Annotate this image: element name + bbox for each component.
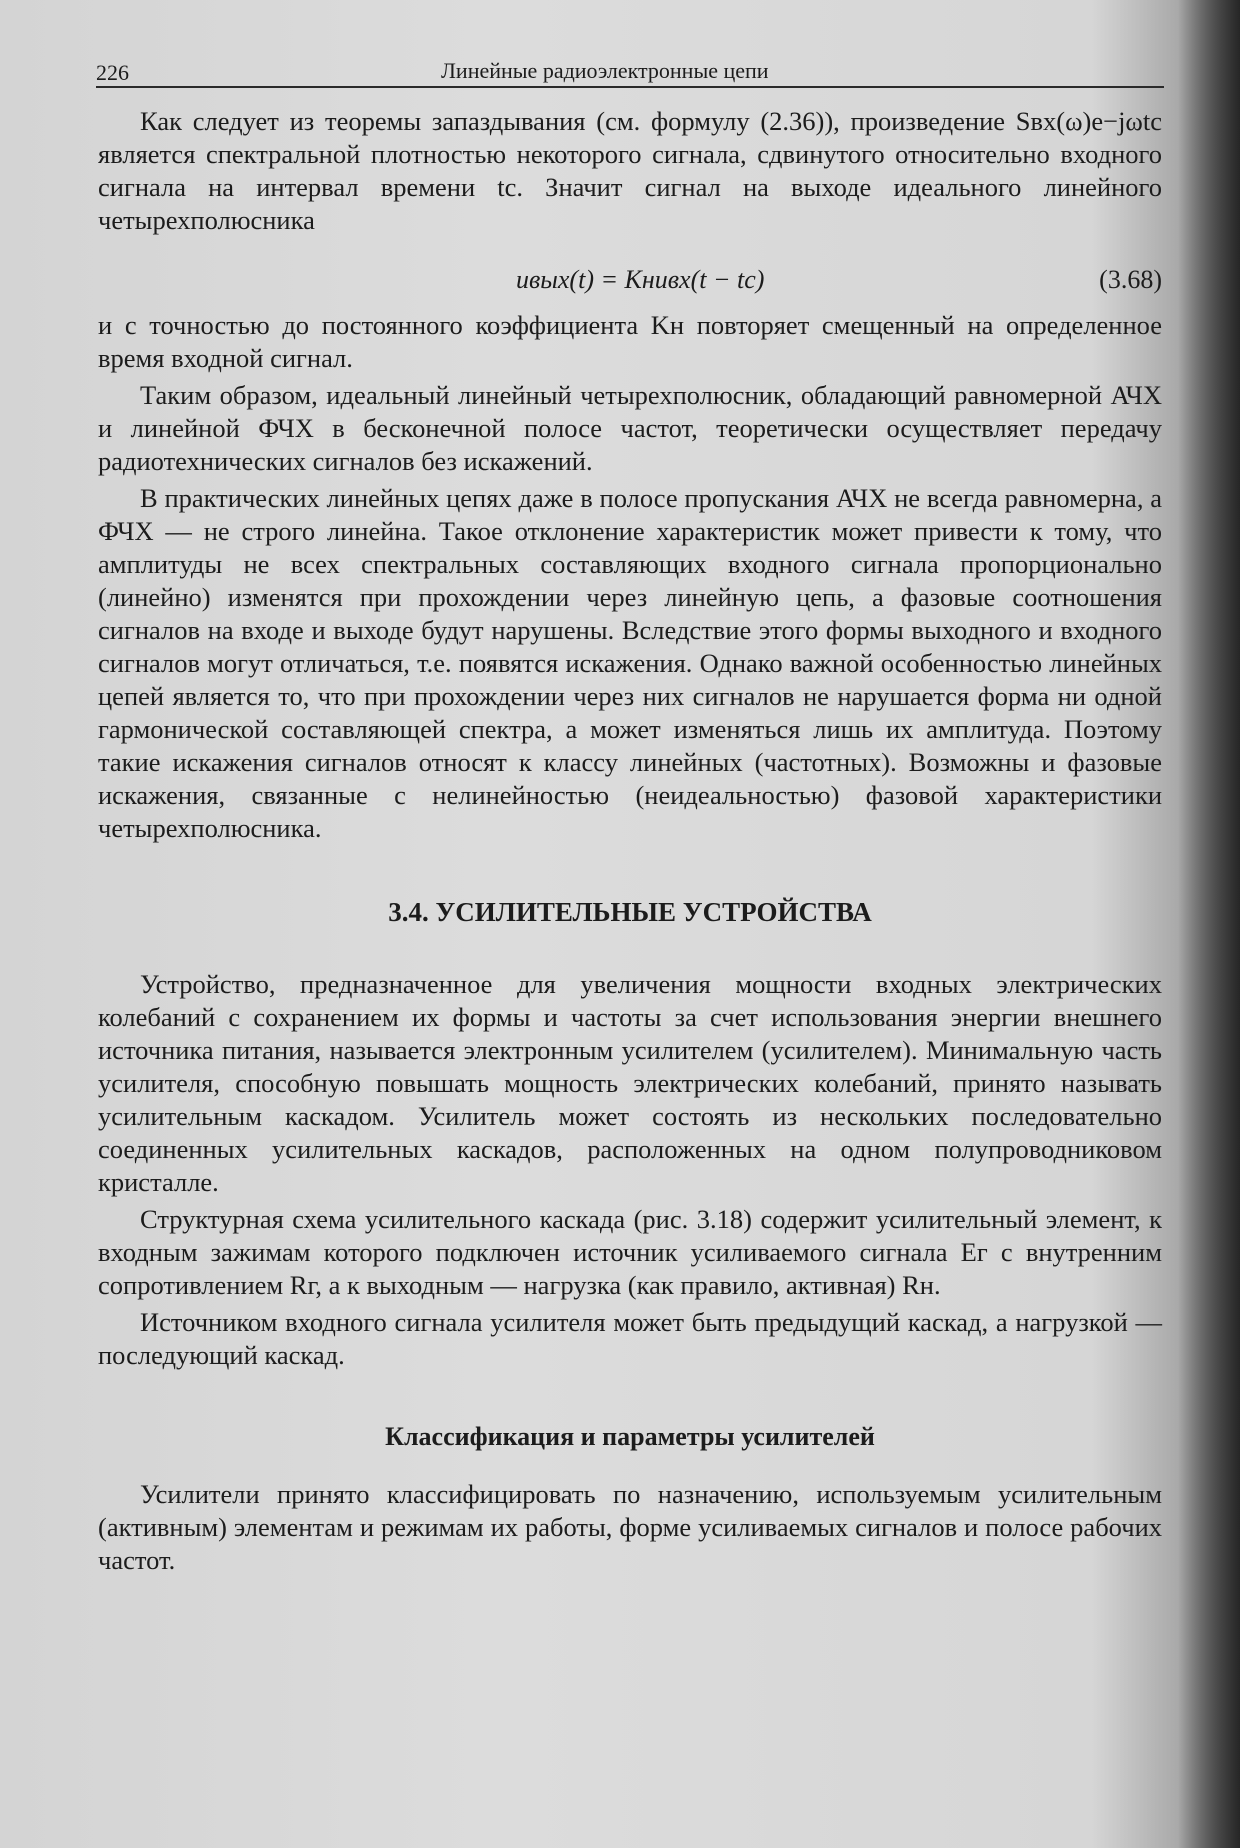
page-number: 226 bbox=[96, 60, 129, 85]
paragraph-signal-source: Источником входного сигнала усилителя может быть предыдущий каскад, а нагрузкой — последующий каскад. bbox=[98, 1307, 1162, 1370]
equation-3-68 bbox=[98, 247, 1162, 309]
page-content bbox=[98, 105, 1162, 1577]
equation-number: (3.68) bbox=[1099, 265, 1162, 294]
page-header bbox=[96, 58, 1164, 88]
paragraph-theorem: Как следует из теоремы запаздывания (см. формулу (2.36)), произведение Sвх(ω)e−jωtc является спектральной плотностью некоторого сигнала, сдвинутого относительно входного сигнала на интервал времени tc. Значит сигнал на выходе идеального линейного четырехполюсника bbox=[98, 106, 1162, 235]
page-gutter-shadow bbox=[1178, 0, 1240, 1848]
paragraph-practical-networks: В практических линейных цепях даже в полосе пропускания АЧХ не всегда равномерна, а ФЧХ — не строго линейна. Такое отклонение характеристик может привести к тому, что амплитуды не всех спектральных составляющих входного сигнала пропорционально (линейно) изменятся при прохождении через линейную цепь, а фазовые соотношения сигналов на входе и выходе будут нарушены. Вследствие этого формы выходного и входного сигналов могут отличаться, т.е. появятся искажения. Однако важной особенностью линейных цепей является то, что при прохождении через них сигналов не нарушается форма ни одной гармонической составляющей спектра, а может изменяться лишь их амплитуда. Поэтому такие искажения сигналов относят к классу линейных (частотных). Возможны и фазовые искажения, связанные с нелинейностью (неидеальностью) фазовой характеристики четырехполюсника. bbox=[98, 483, 1162, 843]
running-title: Линейные радиоэлектронные цепи bbox=[441, 58, 769, 83]
paragraph-after-equation: и с точностью до постоянного коэффициента Kн повторяет смещенный на определенное время входной сигнал. bbox=[98, 310, 1162, 373]
paragraph-structure: Структурная схема усилительного каскада (рис. 3.18) содержит усилительный элемент, к входным зажимам которого подключен источник усиливаемого сигнала Eг с внутренним сопротивлением Rг, а к выходным — нагрузка (как правило, активная) Rн. bbox=[98, 1204, 1162, 1300]
paragraph-classification: Усилители принято классифицировать по назначению, используемым усилительным (активным) элементам и режимам их работы, форме усиливаемых сигналов и полосе рабочих частот. bbox=[98, 1479, 1162, 1575]
paragraph-amplifier-definition: Устройство, предназначенное для увеличения мощности входных электрических колебаний с сохранением их формы и частоты за счет использования энергии внешнего источника питания, называется электронным усилителем (усилителем). Минимальную часть усилителя, способную повышать мощность электрических колебаний, принято называть усилительным каскадом. Усилитель может состоять из нескольких последовательно соединенных усилительных каскадов, расположенных на одном полупроводниковом кристалле. bbox=[98, 969, 1162, 1197]
section-heading: 3.4. УСИЛИТЕЛЬНЫЕ УСТРОЙСТВА bbox=[388, 897, 872, 927]
subsection-heading: Классификация и параметры усилителей bbox=[385, 1422, 875, 1451]
paragraph-ideal-network: Таким образом, идеальный линейный четырехполюсник, обладающий равномерной АЧХ и линейной ФЧХ в бесконечной полосе частот, теоретически осуществляет передачу радиотехнических сигналов без искажений. bbox=[98, 380, 1162, 476]
equation-text: uвых(t) = Kнuвх(t − tc) bbox=[516, 265, 765, 294]
